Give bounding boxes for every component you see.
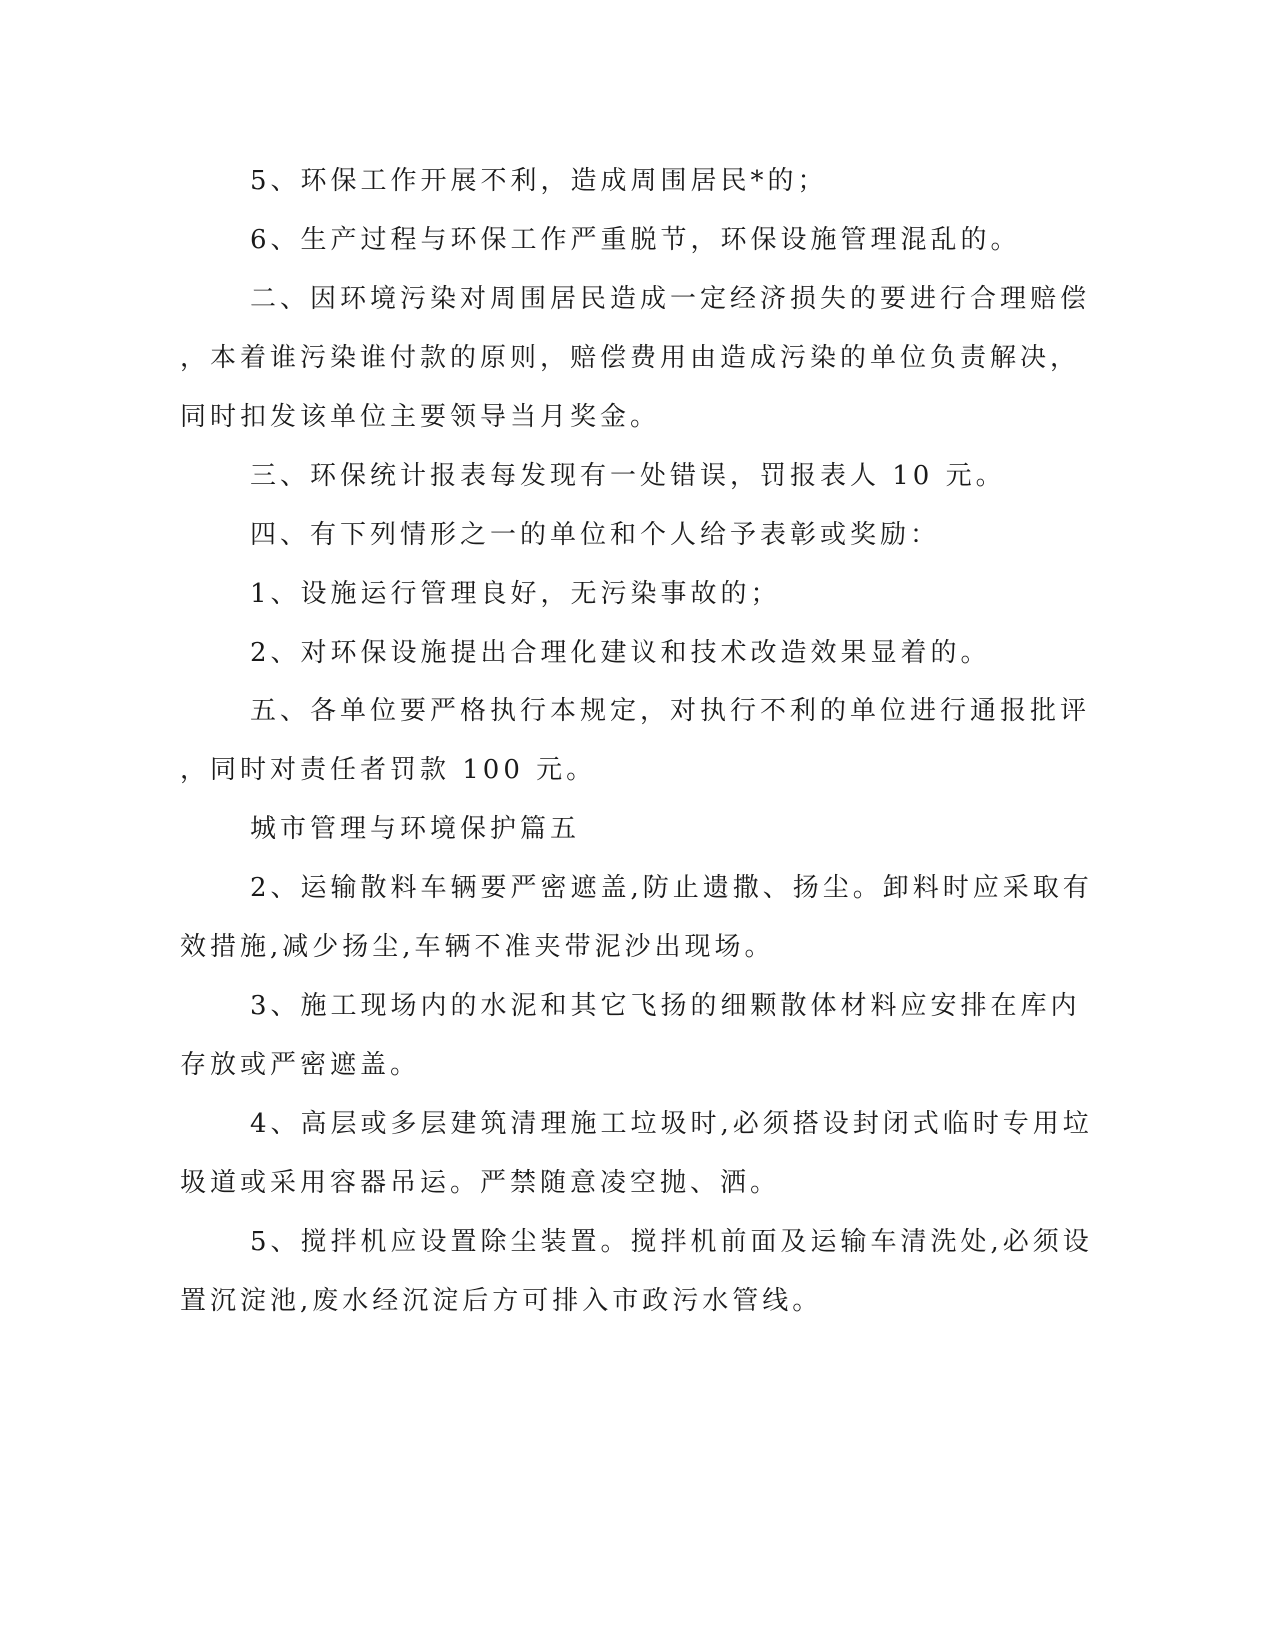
section-2-line-1: 二、因环境污染对周围居民造成一定经济损失的要进行合理赔偿 [250,284,1091,314]
section-5-line-1: 五、各单位要严格执行本规定，对执行不利的单位进行通报批评 [250,696,1091,726]
item-2-line-2: 效措施,减少扬尘,车辆不准夹带泥沙出现场。 [180,932,775,962]
list-item-5-unfavorable: 5、环保工作开展不利，造成周围居民*的； [250,166,828,196]
section-2-line-3: 同时扣发该单位主要领导当月奖金。 [180,402,661,432]
item-3-line-2: 存放或严密遮盖。 [180,1050,421,1080]
item-4-line-1: 4、高层或多层建筑清理施工垃圾时,必须搭设封闭式临时专用垃 [250,1109,1093,1139]
section-4: 四、有下列情形之一的单位和个人给予表彰或奖励： [250,520,941,550]
section-3: 三、环保统计报表每发现有一处错误，罚报表人 10 元。 [250,461,1006,491]
item-4-line-2: 圾道或采用容器吊运。严禁随意凌空抛、洒。 [180,1168,781,1198]
item-2-line-1: 2、运输散料车辆要严密遮盖,防止遗撒、扬尘。卸料时应采取有 [250,873,1093,903]
section-5-line-2: ，同时对责任者罚款 100 元。 [180,755,597,785]
list-item-2-suggestions: 2、对环保设施提出合理化建议和技术改造效果显着的。 [250,638,991,668]
item-5-line-1: 5、搅拌机应设置除尘装置。搅拌机前面及运输车清洗处,必须设 [250,1227,1093,1257]
list-item-6-disconnection: 6、生产过程与环保工作严重脱节，环保设施管理混乱的。 [250,225,1021,255]
item-5-line-2: 置沉淀池,废水经沉淀后方可排入市政污水管线。 [180,1286,823,1316]
section-2-line-2: ，本着谁污染谁付款的原则，赔偿费用由造成污染的单位负责解决， [180,343,1081,373]
section-heading: 城市管理与环境保护篇五 [250,814,581,844]
list-item-1-good-operation: 1、设施运行管理良好，无污染事故的； [250,579,781,609]
item-3-line-1: 3、施工现场内的水泥和其它飞扬的细颗散体材料应安排在库内 [250,991,1081,1021]
